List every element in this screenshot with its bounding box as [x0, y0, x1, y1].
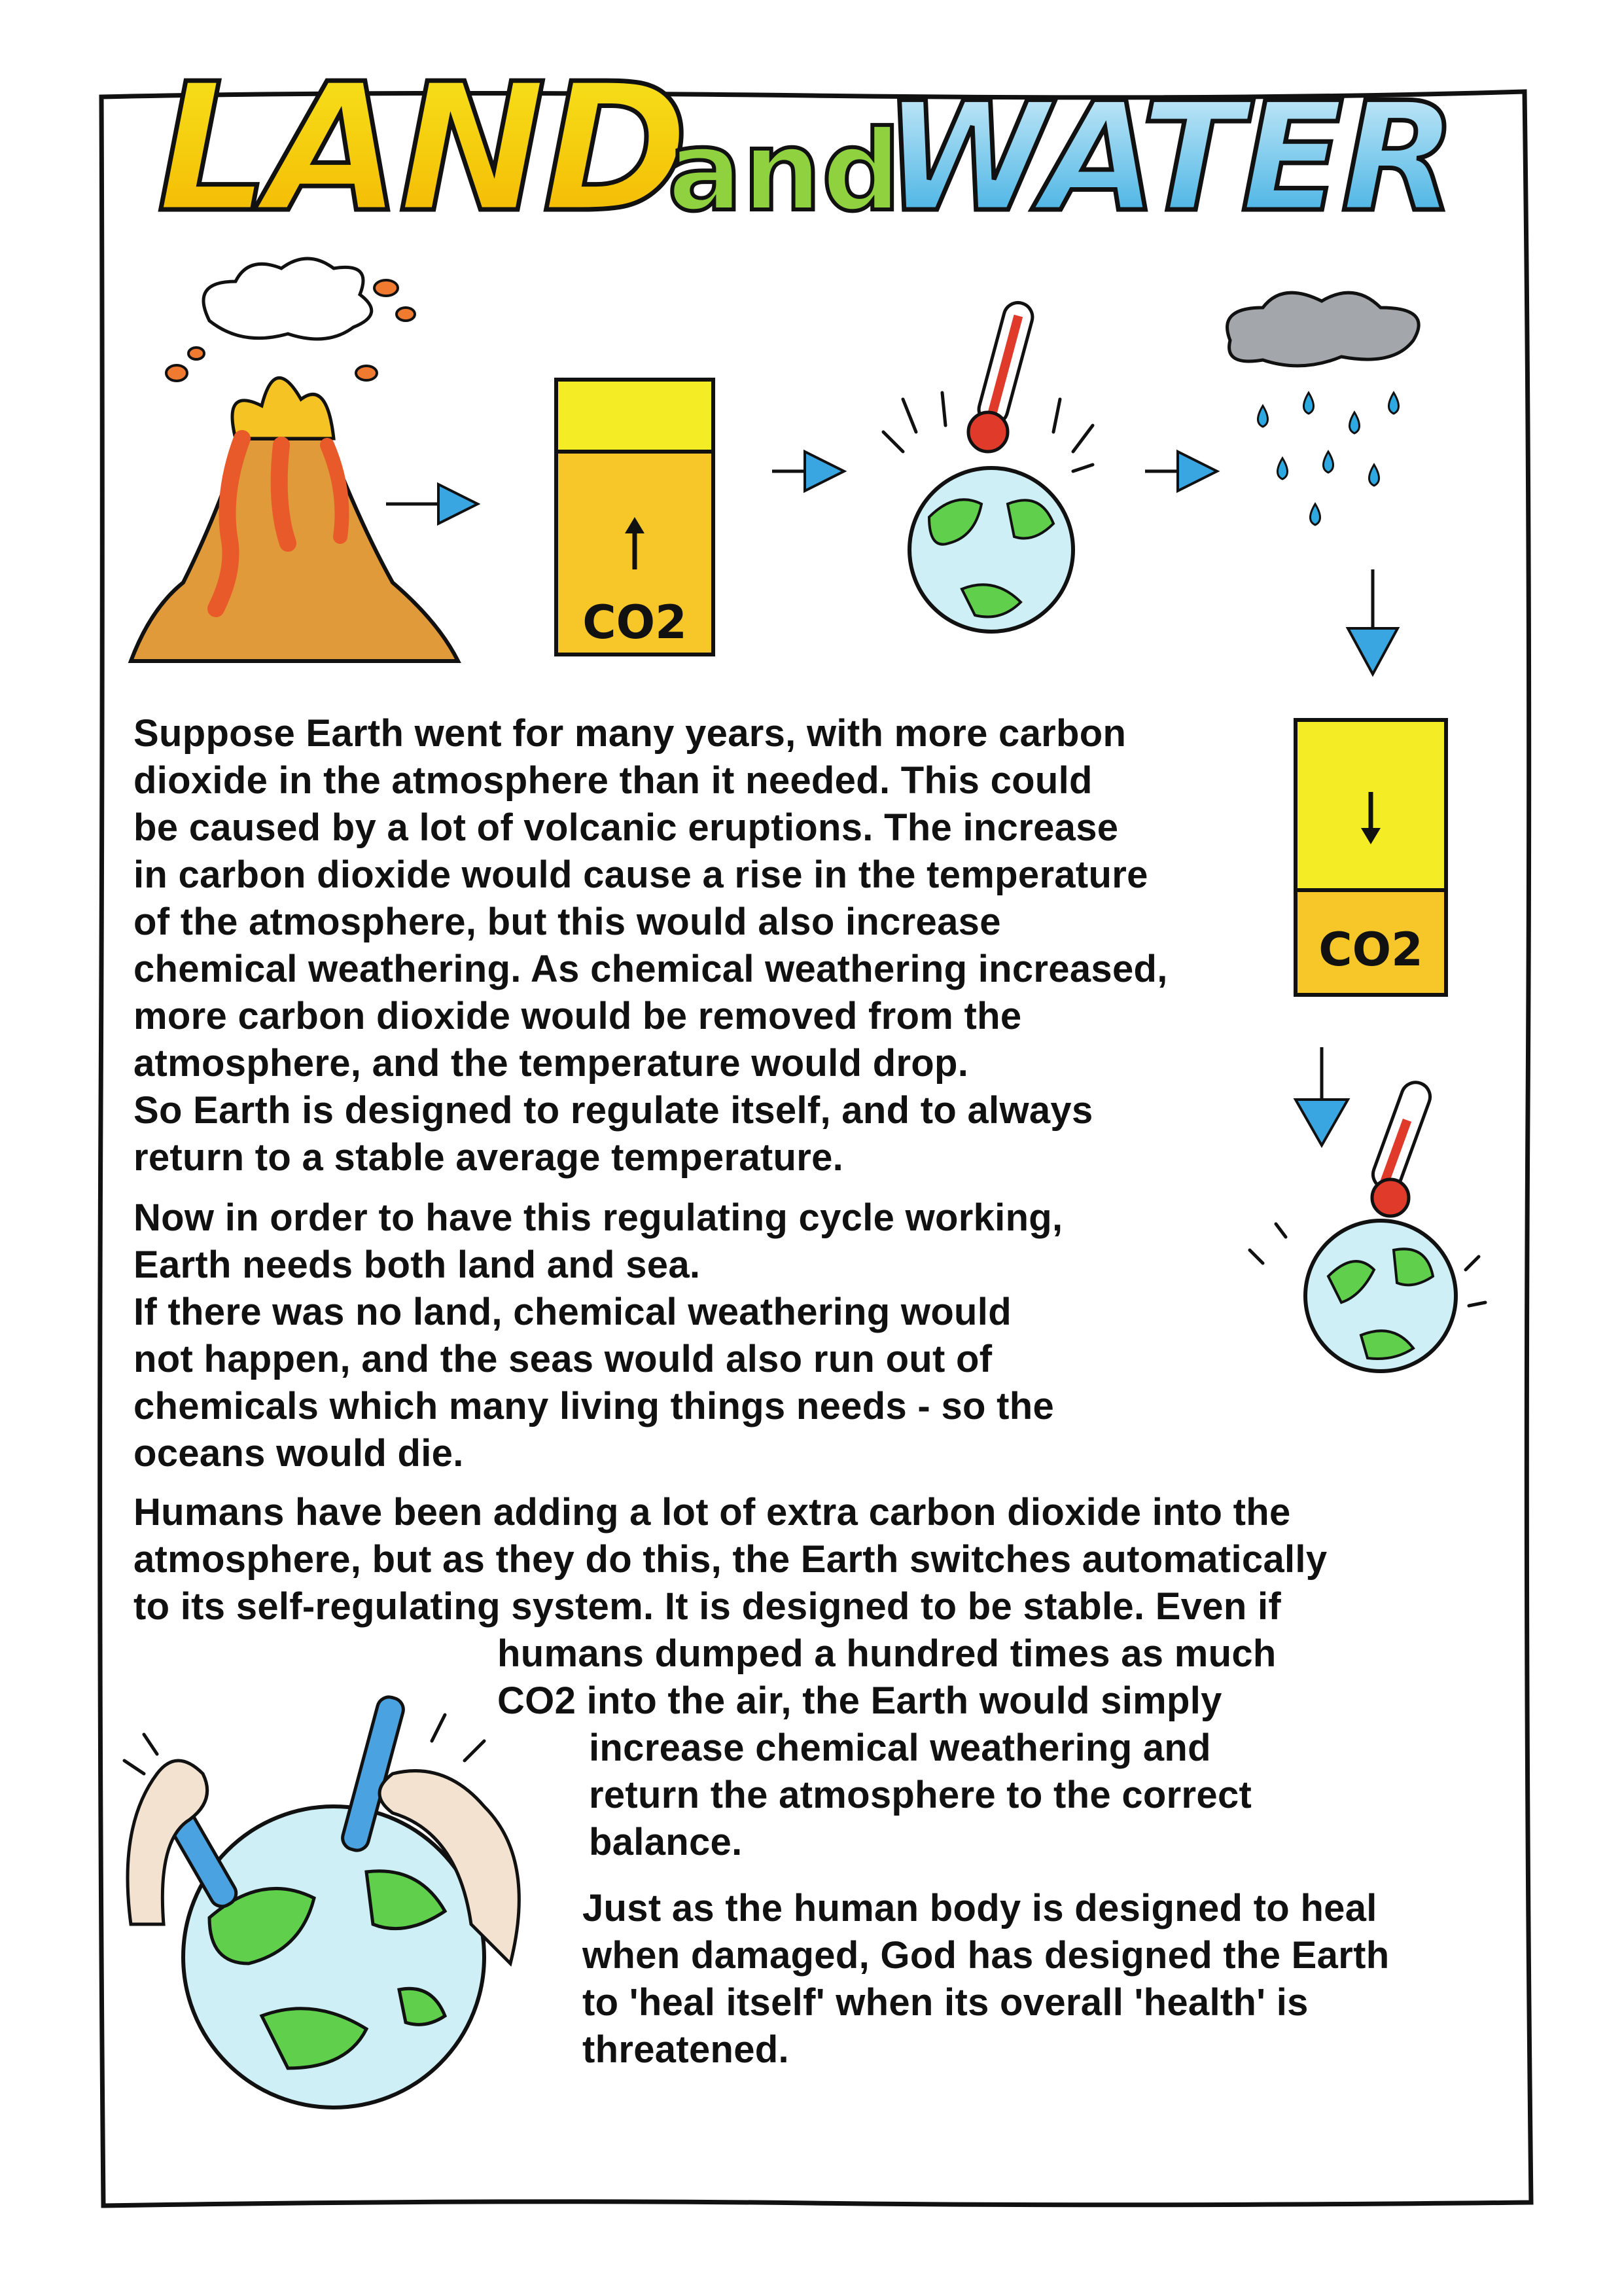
co2-rising-column [556, 380, 713, 655]
arrow-down-icon [1348, 569, 1398, 674]
title-word-land: LAND [157, 46, 686, 251]
paragraph-land-and-sea: Now in order to have this regulating cycle working, Earth needs both land and sea. If there was no land, chemical weathering would not happen, and the seas would also run out of chemicals which many living things needs - so the oceans would die. [133, 1196, 1063, 1475]
co2-label: CO2 [1318, 923, 1423, 977]
page-title [144, 46, 1518, 268]
rain-cloud-icon [1227, 293, 1419, 525]
paragraph-heal-itself: Just as the human body is designed to heal when damaged, God has designed the Earth to 'heal itself' when its overall 'health' is threatened. [582, 1887, 1390, 2071]
arrow-icon [386, 484, 478, 524]
paragraph-humans-continued: humans dumped a hundred times as much CO2 into the air, the Earth would simply [497, 1632, 1277, 1722]
title-word-and: and [667, 107, 902, 236]
paragraph-humans: Humans have been adding a lot of extra carbon dioxide into the atmosphere, but as they do this, the Earth switches automatically to its self-regulating system. It is designed to be stable. Even if [133, 1491, 1328, 1628]
co2-label: CO2 [582, 596, 687, 649]
paragraph-intro: Suppose Earth went for many years, with more carbon dioxide in the atmosphere than it needed. This could be caused by a lot of volcanic eruptions. The increase in carbon dioxide would cause a rise in the temperature of the atmosphere, but this would also increase chemical weathering. As chemical weathering increased, more carbon dioxide would be removed from the atmosphere, and the temperature would drop. So Earth is designed to regulate itself, and to always return to a stable average temperature. [133, 712, 1168, 1179]
volcano-illustration [131, 259, 458, 661]
earth-with-hands-illustration [118, 1676, 537, 2134]
title-word-water: WATER [883, 71, 1455, 245]
carbon-cycle-diagram [111, 242, 1518, 753]
arrow-icon [1145, 452, 1217, 491]
co2-falling-column [1296, 720, 1446, 995]
arrow-icon [772, 452, 844, 491]
paragraph-humans-end: increase chemical weathering and return the atmosphere to the correct balance. [589, 1727, 1252, 1863]
warm-earth-icon [883, 300, 1093, 632]
